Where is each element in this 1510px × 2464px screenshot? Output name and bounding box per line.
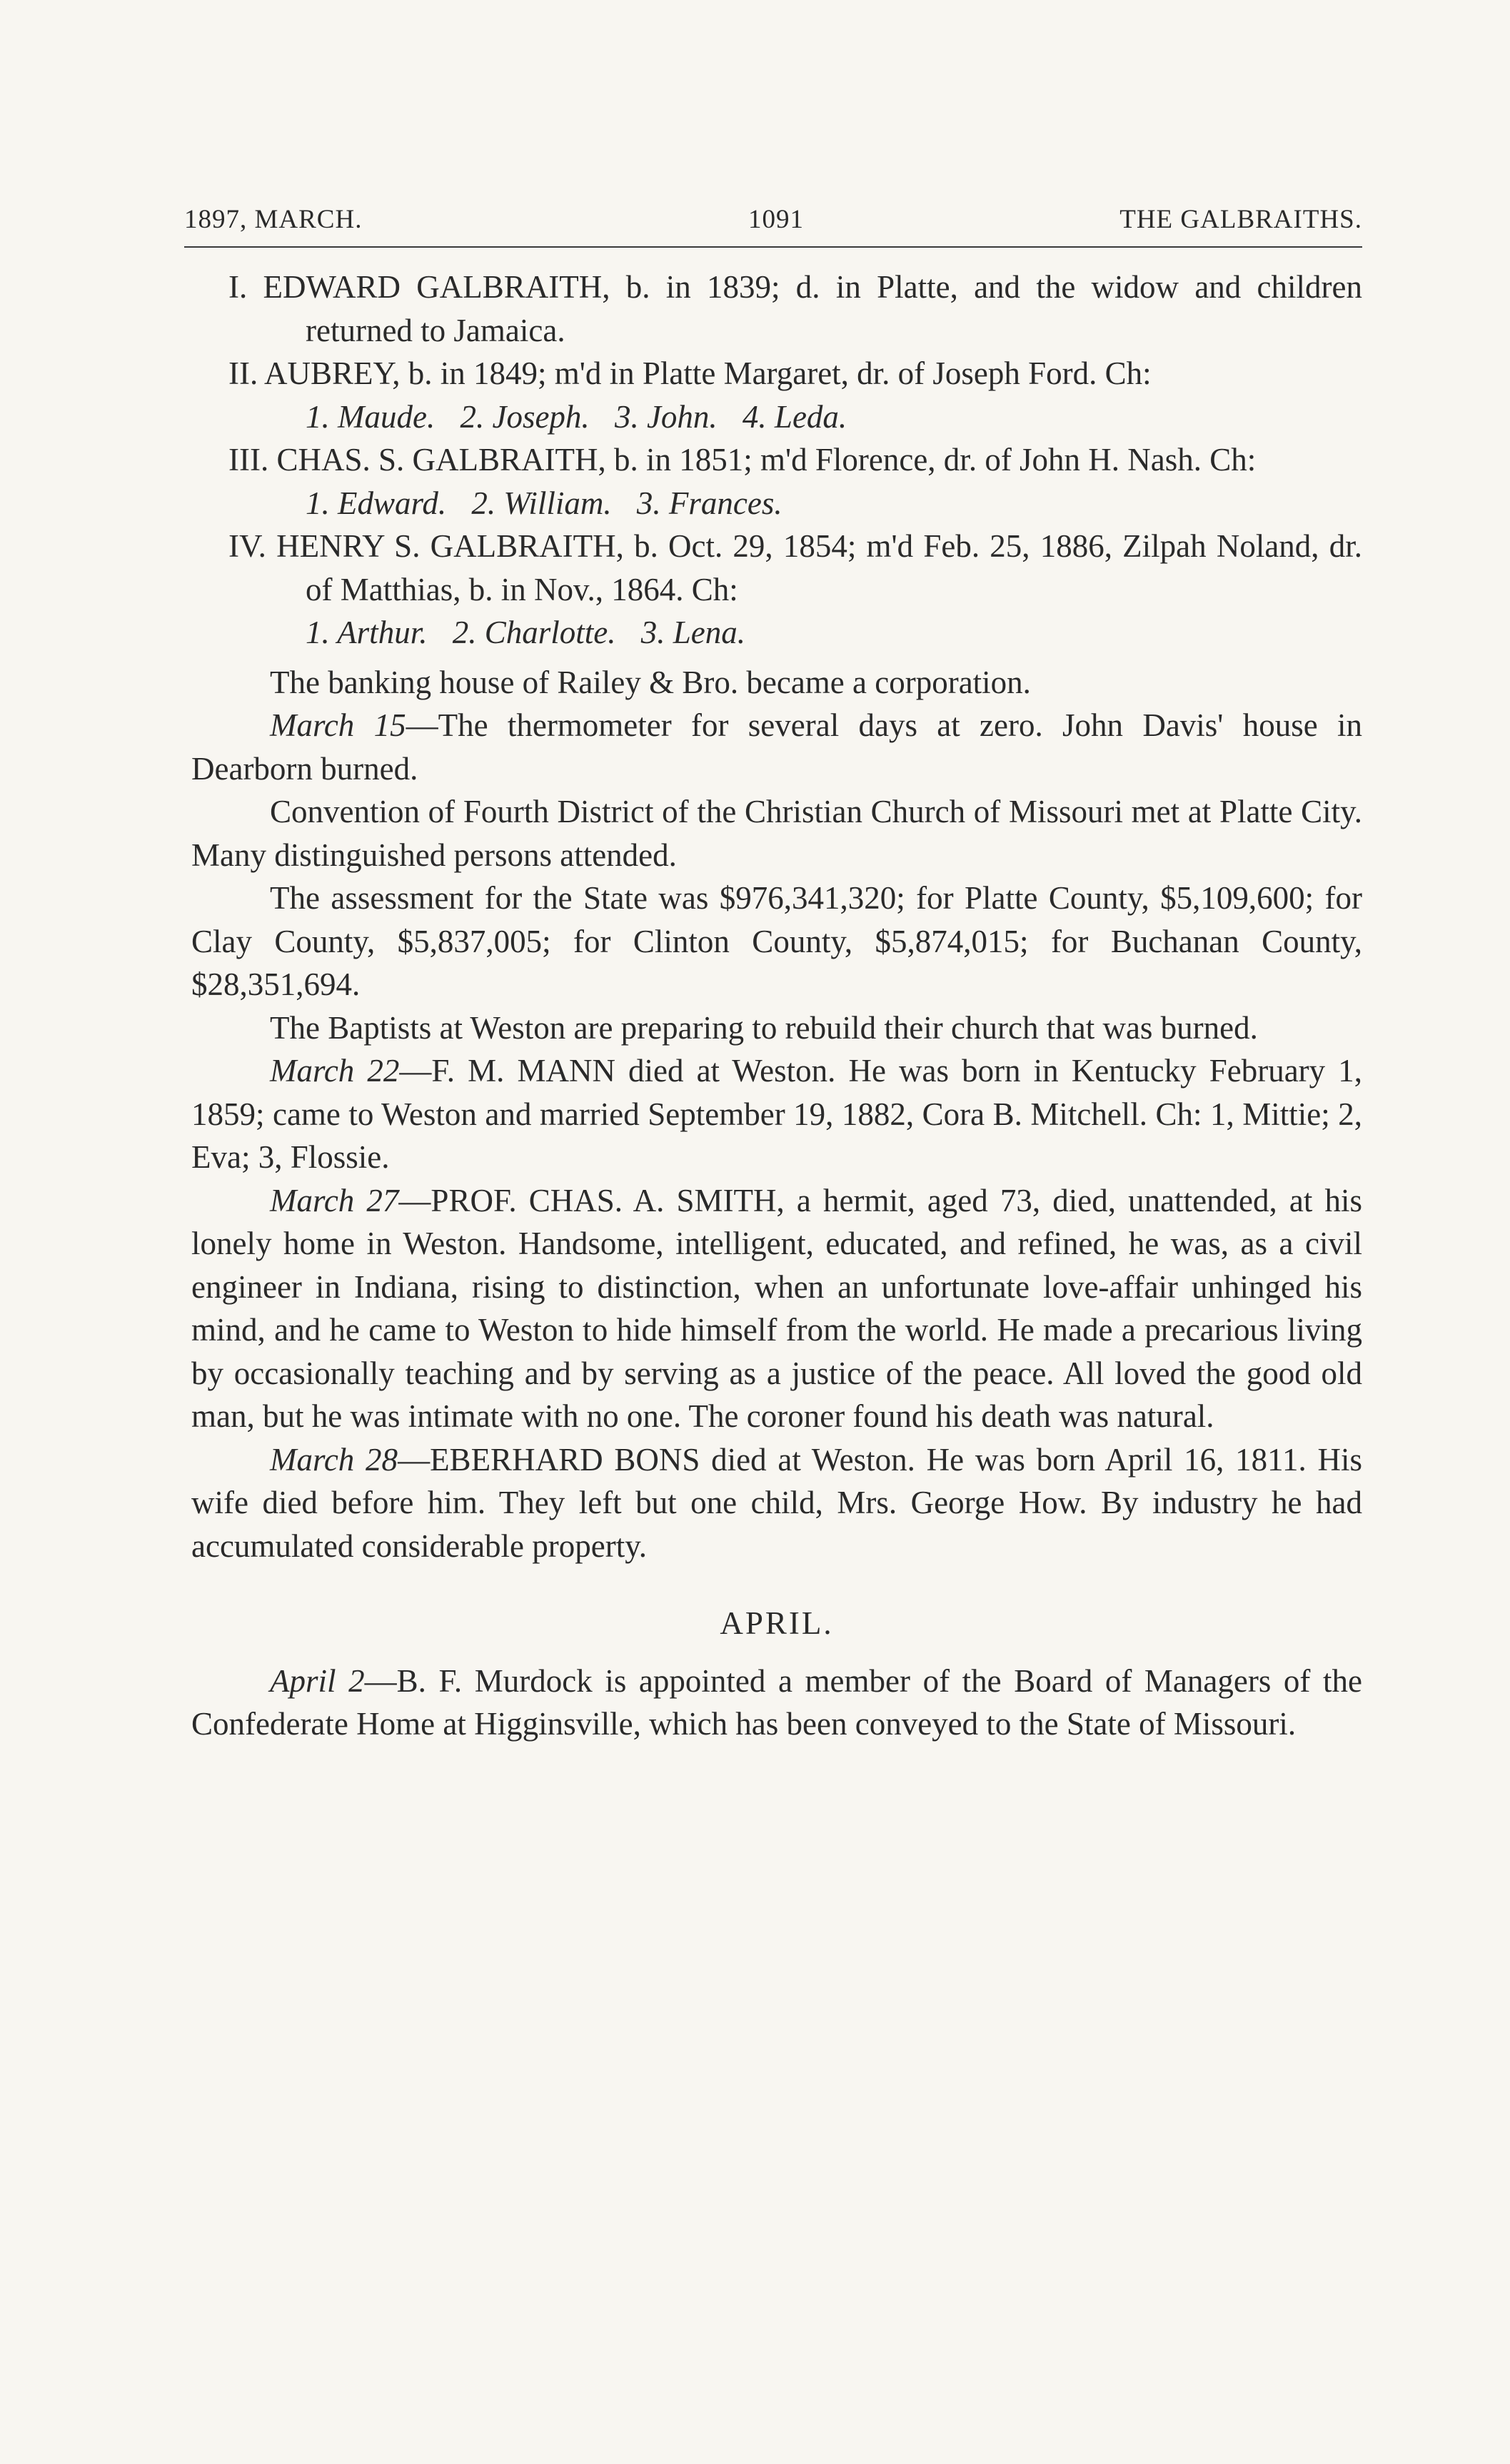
paragraph-date: March 15 <box>270 707 406 743</box>
chronicle-paragraph <box>191 1006 1362 1050</box>
paragraph-date: March 27 <box>270 1182 399 1218</box>
entry-text: EDWARD GALBRAITH, b. in 1839; d. in Platte, and the widow and children returned to Jamaica. <box>263 269 1362 348</box>
entry-text: HENRY S. GALBRAITH, b. Oct. 29, 1854; m'd Feb. 25, 1886, Zilpah Noland, dr. of Matthias, b. in Nov., 1864. Ch: <box>276 528 1362 607</box>
child-name: 2. William. <box>471 485 612 521</box>
running-head-date: 1897, MARCH. <box>184 205 363 234</box>
child-name: 2. Charlotte. <box>452 615 616 650</box>
child-name: 3. Frances. <box>636 485 782 521</box>
paragraph-text: The banking house of Railey & Bro. became a corporation. <box>270 664 1031 700</box>
entry-text: CHAS. S. GALBRAITH, b. in 1851; m'd Florence, dr. of John H. Nash. Ch: <box>276 442 1257 478</box>
children-list <box>191 395 1362 439</box>
genealogy-entry <box>191 438 1362 482</box>
genealogy-entry <box>191 352 1362 395</box>
paragraph-text: —EBERHARD BONS died at Weston. He was born April 16, 1811. His wife died before him. They left but one child, Mrs. George How. By industry he had accumulated considerable property. <box>191 1441 1362 1564</box>
paragraph-date: March 22 <box>270 1053 400 1089</box>
paragraph-text: —F. M. MANN died at Weston. He was born in Kentucky February 1, 1859; came to Weston and married September 19, 1882, Cora B. Mitchell. Ch: 1, Mittie; 2, Eva; 3, Flossie. <box>191 1053 1362 1175</box>
chronicle-paragraph <box>191 1179 1362 1438</box>
entry-numeral: II. <box>228 355 258 391</box>
chronicle-paragraph <box>191 1438 1362 1568</box>
paragraph-text: The Baptists at Weston are preparing to rebuild their church that was burned. <box>270 1009 1258 1046</box>
chronicle-paragraph <box>191 1660 1362 1746</box>
chronicle-paragraph <box>191 790 1362 877</box>
genealogy-entry <box>191 525 1362 611</box>
page-number: 1091 <box>748 205 804 234</box>
page-body <box>191 266 1362 1746</box>
child-name: 3. John. <box>614 398 718 435</box>
running-head <box>184 204 1362 247</box>
paragraph-text: The assessment for the State was $976,341,320; for Platte County, $5,109,600; for Clay County, $5,837,005; for Clinton County, $5,874,015; for Buchanan County, $28,351,694. <box>191 880 1362 1002</box>
child-name: 1. Arthur. <box>306 615 428 650</box>
children-list <box>191 611 1362 655</box>
chronicle-paragraph <box>191 877 1362 1006</box>
running-head-title: THE GALBRAITHS. <box>1119 205 1362 234</box>
entry-text: AUBREY, b. in 1849; m'd in Platte Margaret, dr. of Joseph Ford. Ch: <box>264 355 1152 391</box>
paragraph-text: —The thermometer for several days at zero. John Davis' house in Dearborn burned. <box>191 707 1362 787</box>
section-heading: APRIL. <box>720 1605 834 1641</box>
paragraph-text: Convention of Fourth District of the Christian Church of Missouri met at Platte City. Many distinguished persons attended. <box>191 794 1362 873</box>
paragraph-date: March 28 <box>270 1441 398 1478</box>
child-name: 2. Joseph. <box>460 398 590 435</box>
children-list <box>191 482 1362 525</box>
entry-numeral: I. <box>228 269 248 305</box>
entry-numeral: IV. <box>228 528 266 564</box>
entry-numeral: III. <box>228 442 269 478</box>
chronicle-paragraph <box>191 661 1362 705</box>
chronicle-paragraph <box>191 704 1362 790</box>
child-name: 1. Maude. <box>306 398 436 435</box>
paragraph-text: —B. F. Murdock is appointed a member of the Board of Managers of the Confederate Home at Higginsville, which has been conveyed to the State of Missouri. <box>191 1662 1362 1742</box>
paragraph-text: —PROF. CHAS. A. SMITH, a hermit, aged 73, died, unattended, at his lonely home in Weston. Handsome, intelligent, educated, and refined, he was, as a civil engineer in Indiana, rising to distinction, when an unfortunate love-affair unhinged his mind, and he came to Weston to hide himself from the world. He made a precarious living by occasionally teaching and by serving as a justice of the peace. All loved the good old man, but he was intimate with no one. The coroner found his death was natural. <box>191 1182 1362 1434</box>
genealogy-entry <box>191 266 1362 352</box>
paragraph-date: April 2 <box>270 1662 365 1699</box>
child-name: 4. Leda. <box>742 398 847 435</box>
header-rule <box>184 246 1362 248</box>
child-name: 3. Lena. <box>640 615 745 650</box>
chronicle-paragraph <box>191 1049 1362 1179</box>
child-name: 1. Edward. <box>306 485 447 521</box>
